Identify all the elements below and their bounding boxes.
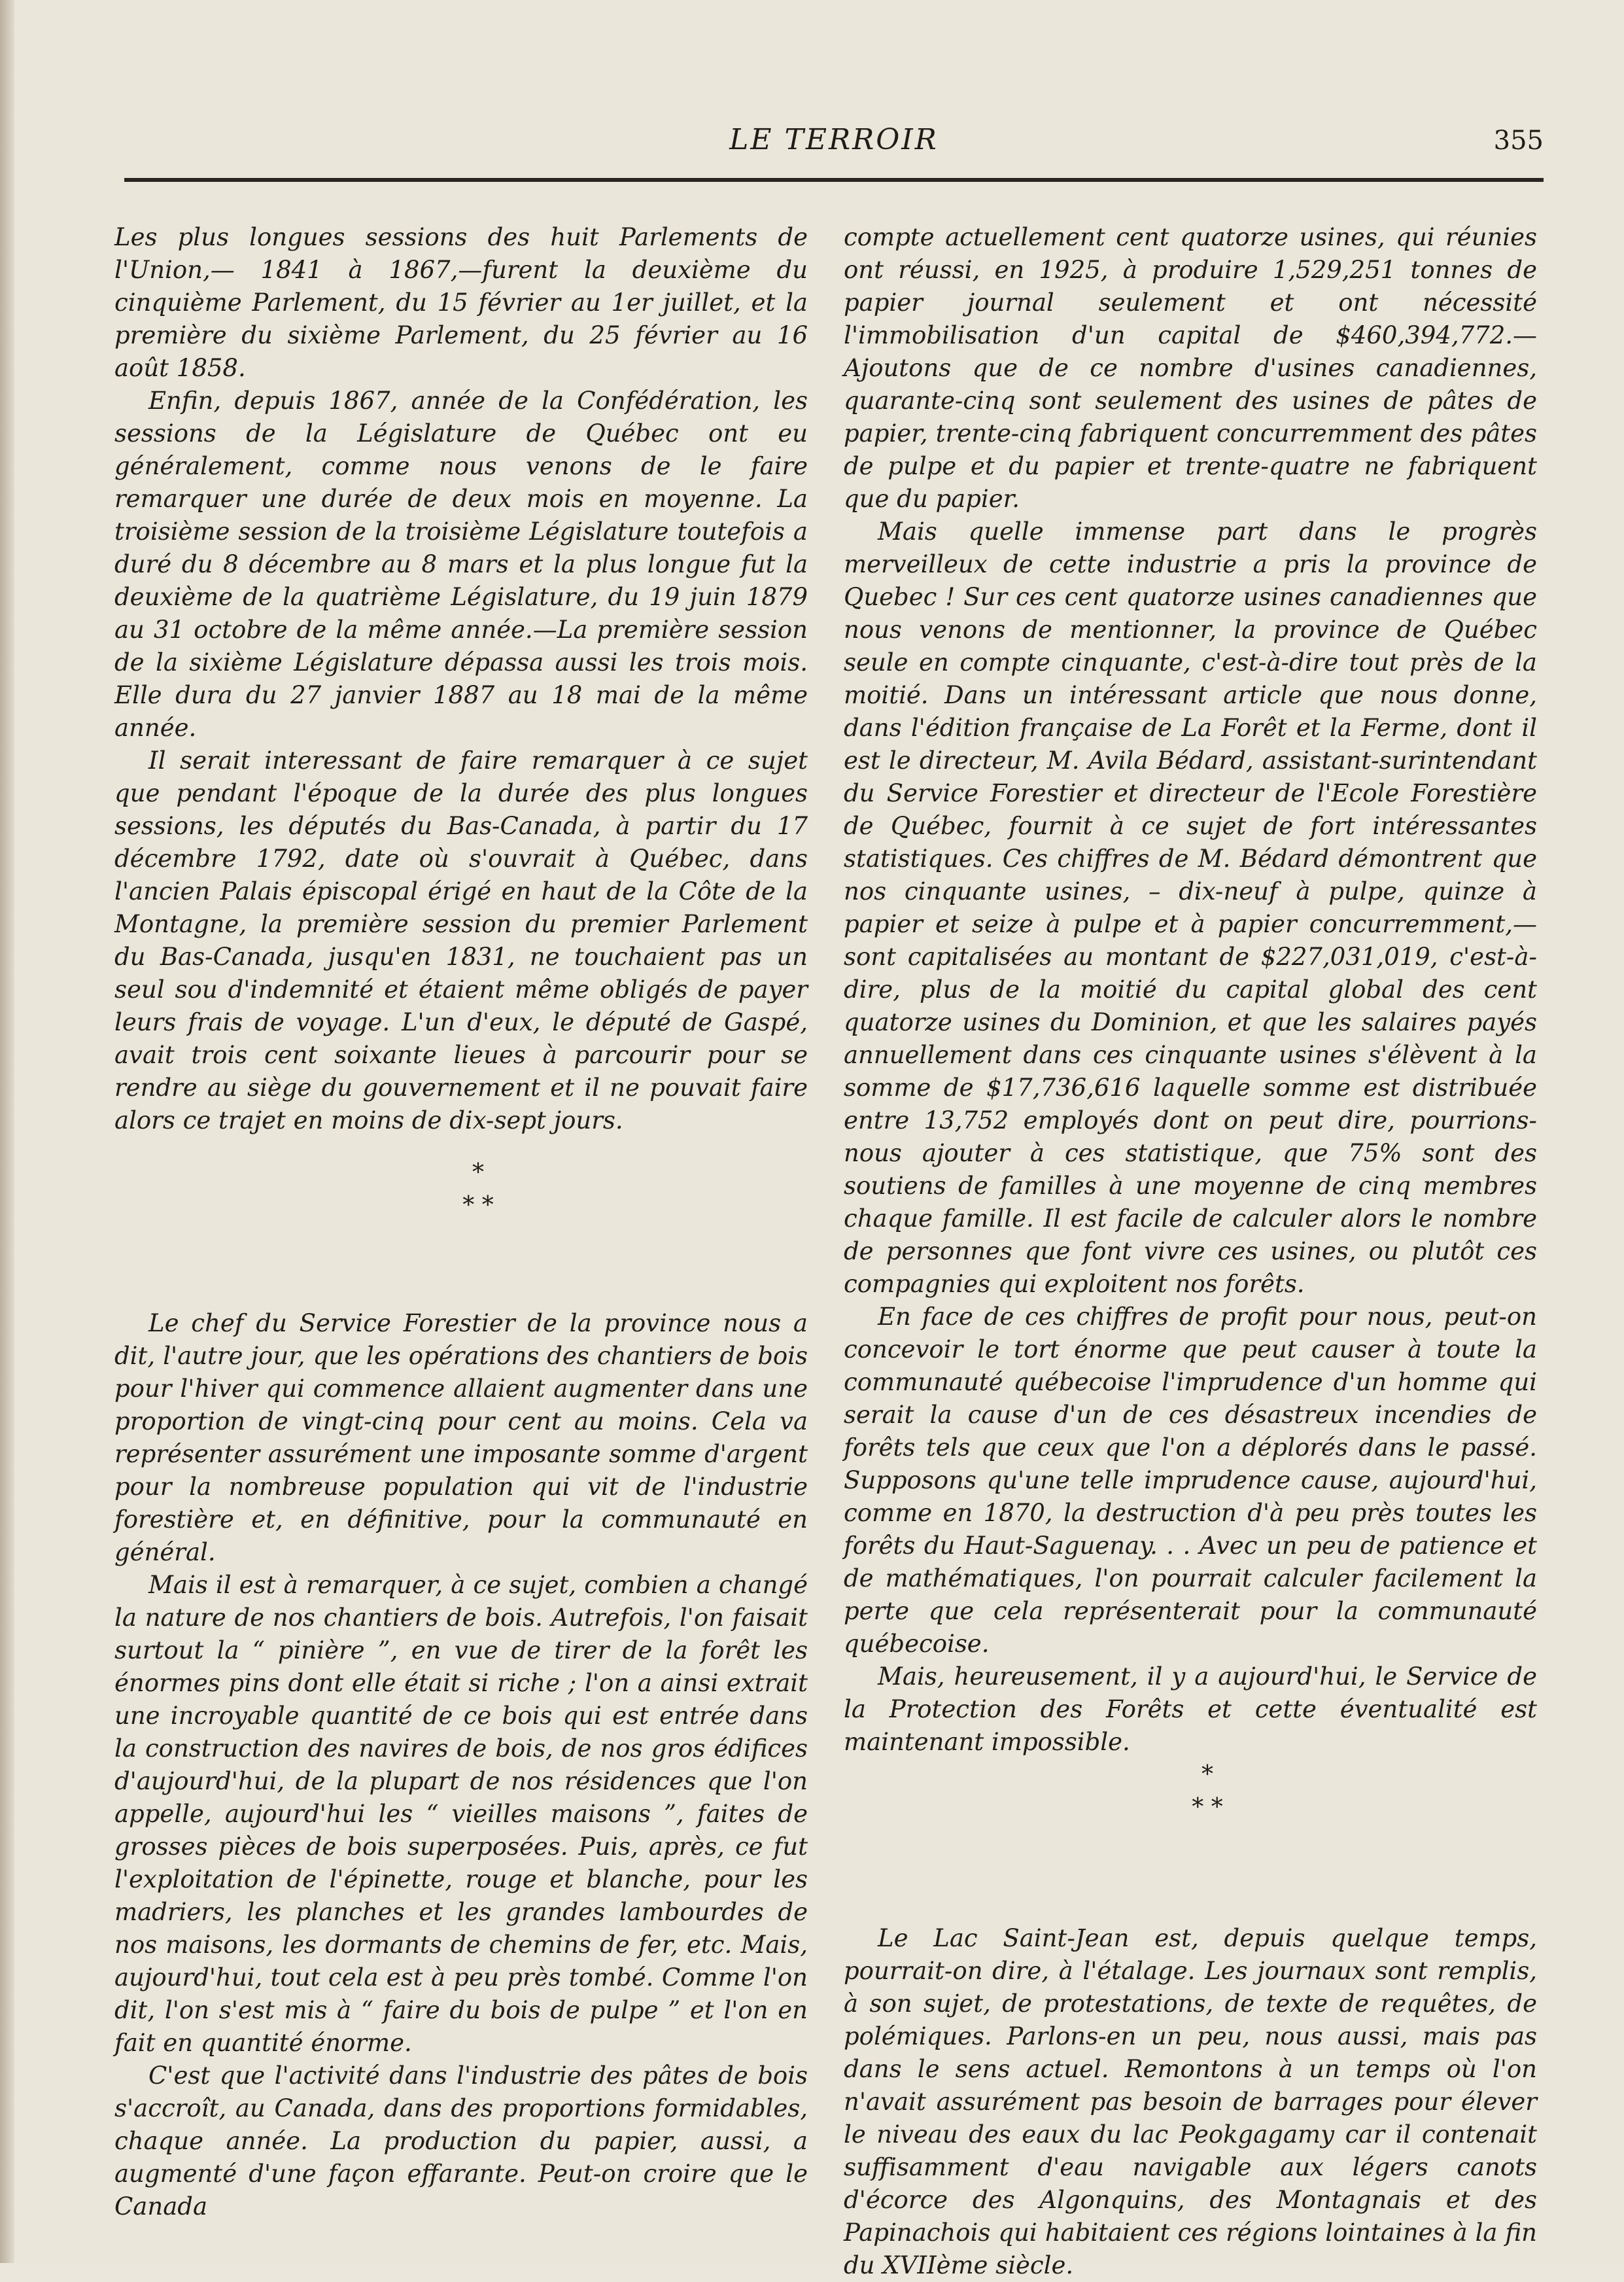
- running-title: LE TERROIR: [729, 123, 939, 156]
- page-number: 355: [1493, 126, 1544, 156]
- binding-edge: [0, 0, 14, 2263]
- section-separator-stars: * *: [462, 1192, 494, 1219]
- section-separator-star: *: [472, 1159, 484, 1186]
- paragraph: Mais il est à remarquer, à ce sujet, combien a changé la nature de nos chantiers de bois. Autrefois, l'on faisait surtout la “ pinière ”, en vue de tirer de la forêt les énormes pins dont elle était si riche ; l'on a ainsi extrait une incroyable quantité de ce bois qui est entrée dans la construction des navires de bois, de nos gros édifices d'aujourd'hui, de la plupart de nos résidences que l'on appelle, aujourd'hui les “ vieilles maisons ”, faites de grosses pièces de bois superposées. Puis, après, ce fut l'exploitation de l'épinette, rouge et blanche, pour les madriers, les planches et les grandes lambourdes de nos maisons, les dormants de chemins de fer, etc. Mais, aujourd'hui, tout cela est à peu près tombé. Comme l'on dit, l'on s'est mis à “ faire du bois de pulpe ” et l'on en fait en quantité énorme.: [114, 1571, 808, 2057]
- header-rule: [124, 178, 1544, 182]
- paragraph: Les plus longues sessions des huit Parlements de l'Union,— 1841 à 1867,—furent la deuxième du cinquième Parlement, du 15 février au 1er juillet, et la première du sixième Parlement, du 25 février au 16 août 1858.: [114, 223, 808, 382]
- paragraph: C'est que l'activité dans l'industrie des pâtes de bois s'accroît, au Canada, dans des proportions formidables, chaque année. La production du papier, aussi, a augmenté d'une façon effarante. Peut-on croire que le Canada: [114, 2062, 808, 2221]
- paragraph: En face de ces chiffres de profit pour nous, peut-on concevoir le tort énorme que peut causer à toute la communauté québecoise l'imprudence d'un homme qui serait la cause d'un de ces désastreux incendies de forêts tels que ceux que l'on a déplorés dans le passé. Supposons qu'une telle imprudence cause, aujourd'hui, comme en 1870, la destruction d'à peu près toutes les forêts du Haut-Saguenay. . . Avec un peu de patience et de mathématiques, l'on pourrait calculer facilement la perte que cela représenterait pour la communauté québecoise.: [844, 1303, 1537, 1658]
- paragraph: Mais quelle immense part dans le progrès merveilleux de cette industrie a pris la province de Quebec ! Sur ces cent quatorze usines canadiennes que nous venons de mentionner, la province de Québec seule en compte cinquante, c'est-à-dire tout près de la moitié. Dans un intéressant article que nous donne, dans l'édition française de La Forêt et la Ferme, dont il est le directeur, M. Avila Bédard, assistant-surintendant du Service Forestier et directeur de l'Ecole Forestière de Québec, fournit à ce sujet de fort intéressantes statistiques. Ces chiffres de M. Bédard démontrent que nos cinquante usines, – dix-neuf à pulpe, quinze à papier et seize à pulpe et à papier concurremment,— sont capitalisées au montant de $227,031,019, c'est-à-dire, plus de la moitié du capital global des cent quatorze usines du Dominion, et que les salaires payés annuellement dans ces cinquante usines s'élèvent à la somme de $17,736,616 laquelle somme est distribuée entre 13,752 employés dont on peut dire, pourrions-nous ajouter à ces statistique, que 75% sont des soutiens de familles à une moyenne de cinq membres chaque famille. Il est facile de calculer alors le nombre de personnes que font vivre ces usines, ou plutôt ces compagnies qui exploitent nos forêts.: [844, 518, 1537, 1298]
- right-column: [844, 221, 1537, 2282]
- section-separator-stars: * *: [1192, 1794, 1223, 1821]
- paragraph: Le Lac Saint-Jean est, depuis quelque temps, pourrait-on dire, à l'étalage. Les journaux sont remplis, à son sujet, de protestations, de texte de requêtes, de polémiques. Parlons-en un peu, nous aussi, mais pas dans le sens actuel. Remontons à un temps où l'on n'avait assurément pas besoin de barrages pour élever le niveau des eaux du lac Peokgagamy car il contenait suffisamment d'eau navigable aux légers canots d'écorce des Algonquins, des Montagnais et des Papinachois qui habitaient ces régions lointaines à la fin du XVIIème siècle.: [844, 1924, 1537, 2279]
- paragraph: compte actuellement cent quatorze usines, qui réunies ont réussi, en 1925, à produire 1,529,251 tonnes de papier journal seulement et ont nécessité l'immobilisation d'un capital de $460,394,772.— Ajoutons que de ce nombre d'usines canadiennes, quarante-cinq sont seulement des usines de pâtes de papier, trente-cinq fabriquent concurremment des pâtes de pulpe et du papier et trente-quatre ne fabriquent que du papier.: [844, 223, 1537, 513]
- running-header: [124, 118, 1544, 164]
- section-separator-star: *: [1201, 1761, 1213, 1788]
- paragraph: Le chef du Service Forestier de la province nous a dit, l'autre jour, que les opérations des chantiers de bois pour l'hiver qui commence allaient augmenter dans une proportion de vingt-cinq pour cent au moins. Cela va représenter assurément une imposante somme d'argent pour la nombreuse population qui vit de l'industrie forestière et, en définitive, pour la communauté en général.: [114, 1309, 808, 1566]
- paragraph: Enfin, depuis 1867, année de la Confédération, les sessions de la Législature de Québec ont eu généralement, comme nous venons de le faire remarquer une durée de deux mois en moyenne. La troisième session de la troisième Législature toutefois a duré du 8 décembre au 8 mars et la plus longue fut la deuxième de la quatrième Législature, du 19 juin 1879 au 31 octobre de la même année.—La première session de la sixième Législature dépassa aussi les trois mois. Elle dura du 27 janvier 1887 au 18 mai de la même année.: [114, 387, 808, 742]
- paragraph: Mais, heureusement, il y a aujourd'hui, le Service de la Protection des Forêts et cette éventualité est maintenant impossible.: [844, 1662, 1537, 1756]
- left-column: [114, 221, 808, 2223]
- paragraph: Il serait interessant de faire remarquer à ce sujet que pendant l'époque de la durée des plus longues sessions, les députés du Bas-Canada, à partir du 17 décembre 1792, date où s'ouvrait à Québec, dans l'ancien Palais épiscopal érigé en haut de la Côte de la Montagne, la première session du premier Parlement du Bas-Canada, jusqu'en 1831, ne touchaient pas un seul sou d'indemnité et étaient même obligés de payer leurs frais de voyage. L'un d'eux, le député de Gaspé, avait trois cent soixante lieues à parcourir pour se rendre au siège du gouvernement et il ne pouvait faire alors ce trajet en moins de dix-sept jours.: [114, 746, 808, 1134]
